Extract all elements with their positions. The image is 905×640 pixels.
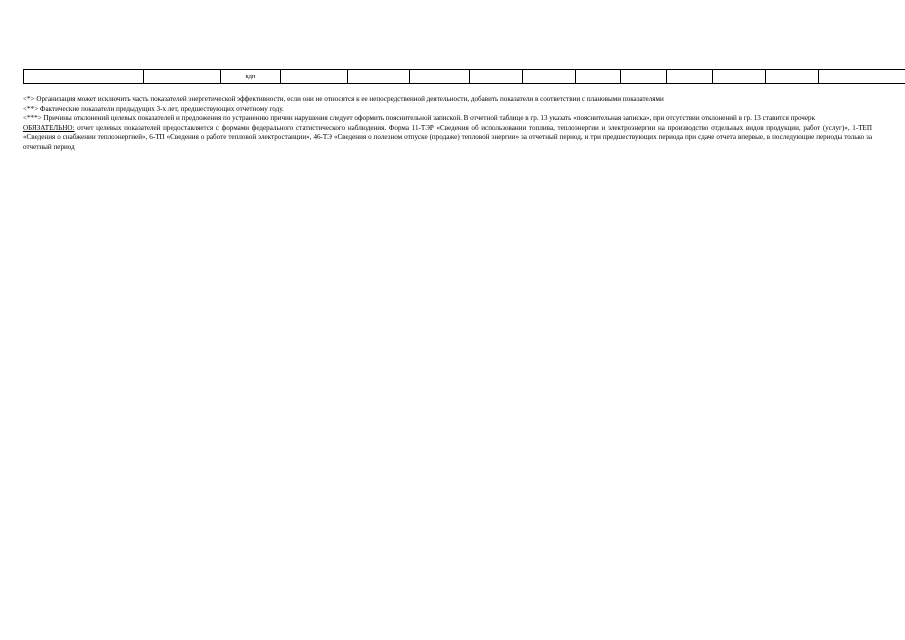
footnote-3: <***> Причины отклонений целевых показателей и предложения по устранению причин нарушения следует оформить пояснительной запиской. В отчетной таблице в гр. 13 указать «пояснительная записка», при отсутствии отклонений в гр. 13 ставится прочерк <box>23 114 816 122</box>
table-cell <box>523 70 576 84</box>
table-cell <box>766 70 819 84</box>
mandatory-text: отчет целевых показателей предоставляется с формами федерального статистического наблюдения. Форма 11-ТЭР «Сведения об использовании топлива, теплоэнергии и электроэнергии на производство отдельных видов продукции, работ (услуг)», 1-ТЕП «Сведения о снабжении теплоэнергией», 6-ТП «Сведения о работе тепловой электростанции», 46-ТЭ «Сведения о полезном отпуске (продаже) тепловой энергии» за отчетный период, и три предшествующих периода при сдаче отчета впервые, в последующие периоды только за отчетный период <box>23 123 872 151</box>
table-cell <box>281 70 348 84</box>
table-cell <box>713 70 766 84</box>
mandatory-label: ОБЯЗАТЕЛЬНО: <box>23 123 75 132</box>
table-cell <box>576 70 621 84</box>
table-cell <box>621 70 667 84</box>
table-cell <box>470 70 523 84</box>
table-cell <box>410 70 470 84</box>
table-cell <box>667 70 713 84</box>
table-cell <box>24 70 144 84</box>
footnotes <box>23 95 872 152</box>
table-cell: кдп <box>221 70 281 84</box>
footnote-1: <*> Организация может исключить часть показателей энергетической эффективности, если они не относятся к ее непосредственной деятельности, добавить показатели в соответствии с плановыми показателями <box>23 95 664 103</box>
table-row <box>24 70 905 84</box>
table-cell <box>819 70 905 84</box>
mandatory-note <box>23 124 872 153</box>
table-cell <box>348 70 410 84</box>
table-cell <box>144 70 221 84</box>
footnote-2: <**> Фактические показатели предыдущих 3-х лет, предшествующих отчетному году. <box>23 104 284 113</box>
indicators-table-row <box>23 69 905 84</box>
